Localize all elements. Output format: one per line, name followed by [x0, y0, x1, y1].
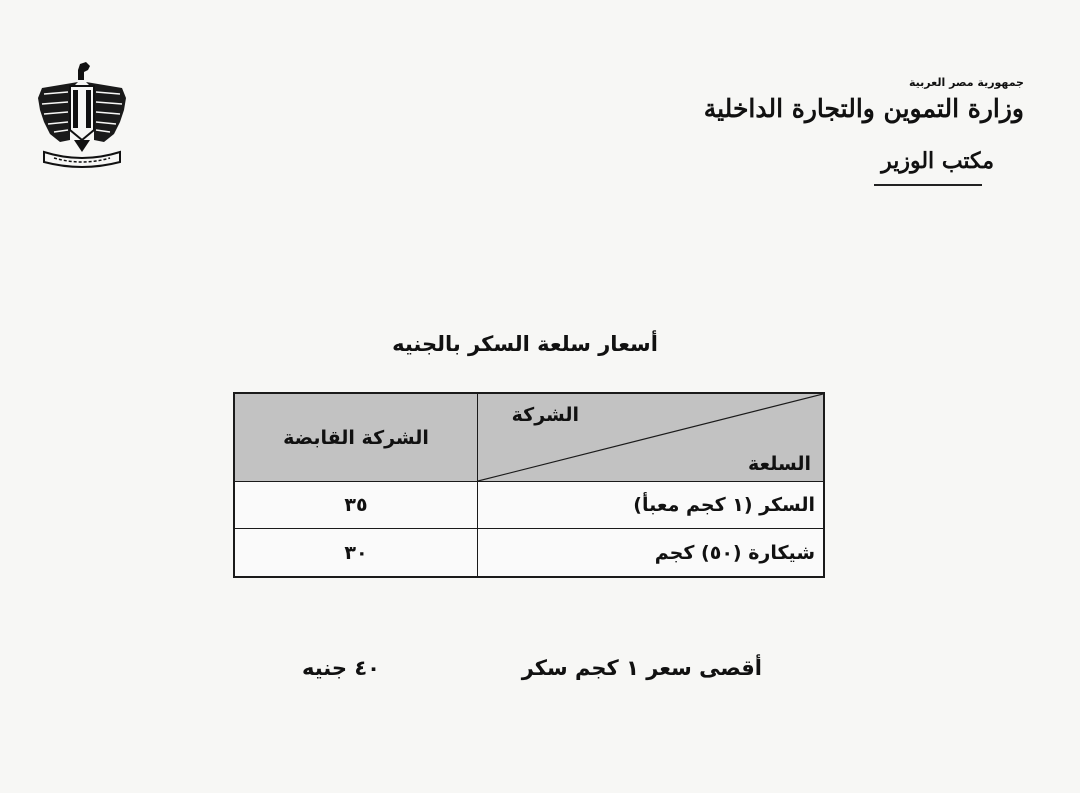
corner-company-label: الشركة: [511, 404, 579, 426]
letterhead-country: جمهورية مصر العربية: [909, 76, 1024, 89]
corner-item-label: السلعة: [748, 453, 811, 475]
max-price-note: [302, 656, 762, 690]
table-cell-price: ٣٥: [344, 494, 368, 516]
document-title: أسعار سلعة السكر بالجنيه: [392, 332, 658, 356]
egypt-emblem: [34, 60, 130, 172]
letterhead-ministry: وزارة التموين والتجارة الداخلية: [703, 94, 1024, 123]
letterhead-office: مكتب الوزير: [881, 148, 994, 174]
eagle-of-saladin-icon: [34, 60, 130, 172]
price-table: [233, 392, 825, 578]
table-row: [235, 482, 823, 529]
table-cell-price: ٣٠: [344, 541, 368, 564]
table-header-row: [235, 394, 823, 482]
table-row: [235, 529, 823, 576]
table-corner-cell: [477, 394, 823, 481]
ministry-letterhead: [703, 76, 1024, 200]
max-price-label: أقصى سعر ١ كجم سكر: [521, 656, 762, 680]
table-cell-item: شيكارة (٥٠) كجم: [477, 529, 823, 576]
max-price-value: ٤٠ جنيه: [302, 656, 380, 680]
letterhead-underline: [874, 184, 982, 186]
price-column-header: الشركة القابضة: [283, 426, 429, 449]
table-cell-item: السكر (١ كجم معبأ): [477, 482, 823, 528]
